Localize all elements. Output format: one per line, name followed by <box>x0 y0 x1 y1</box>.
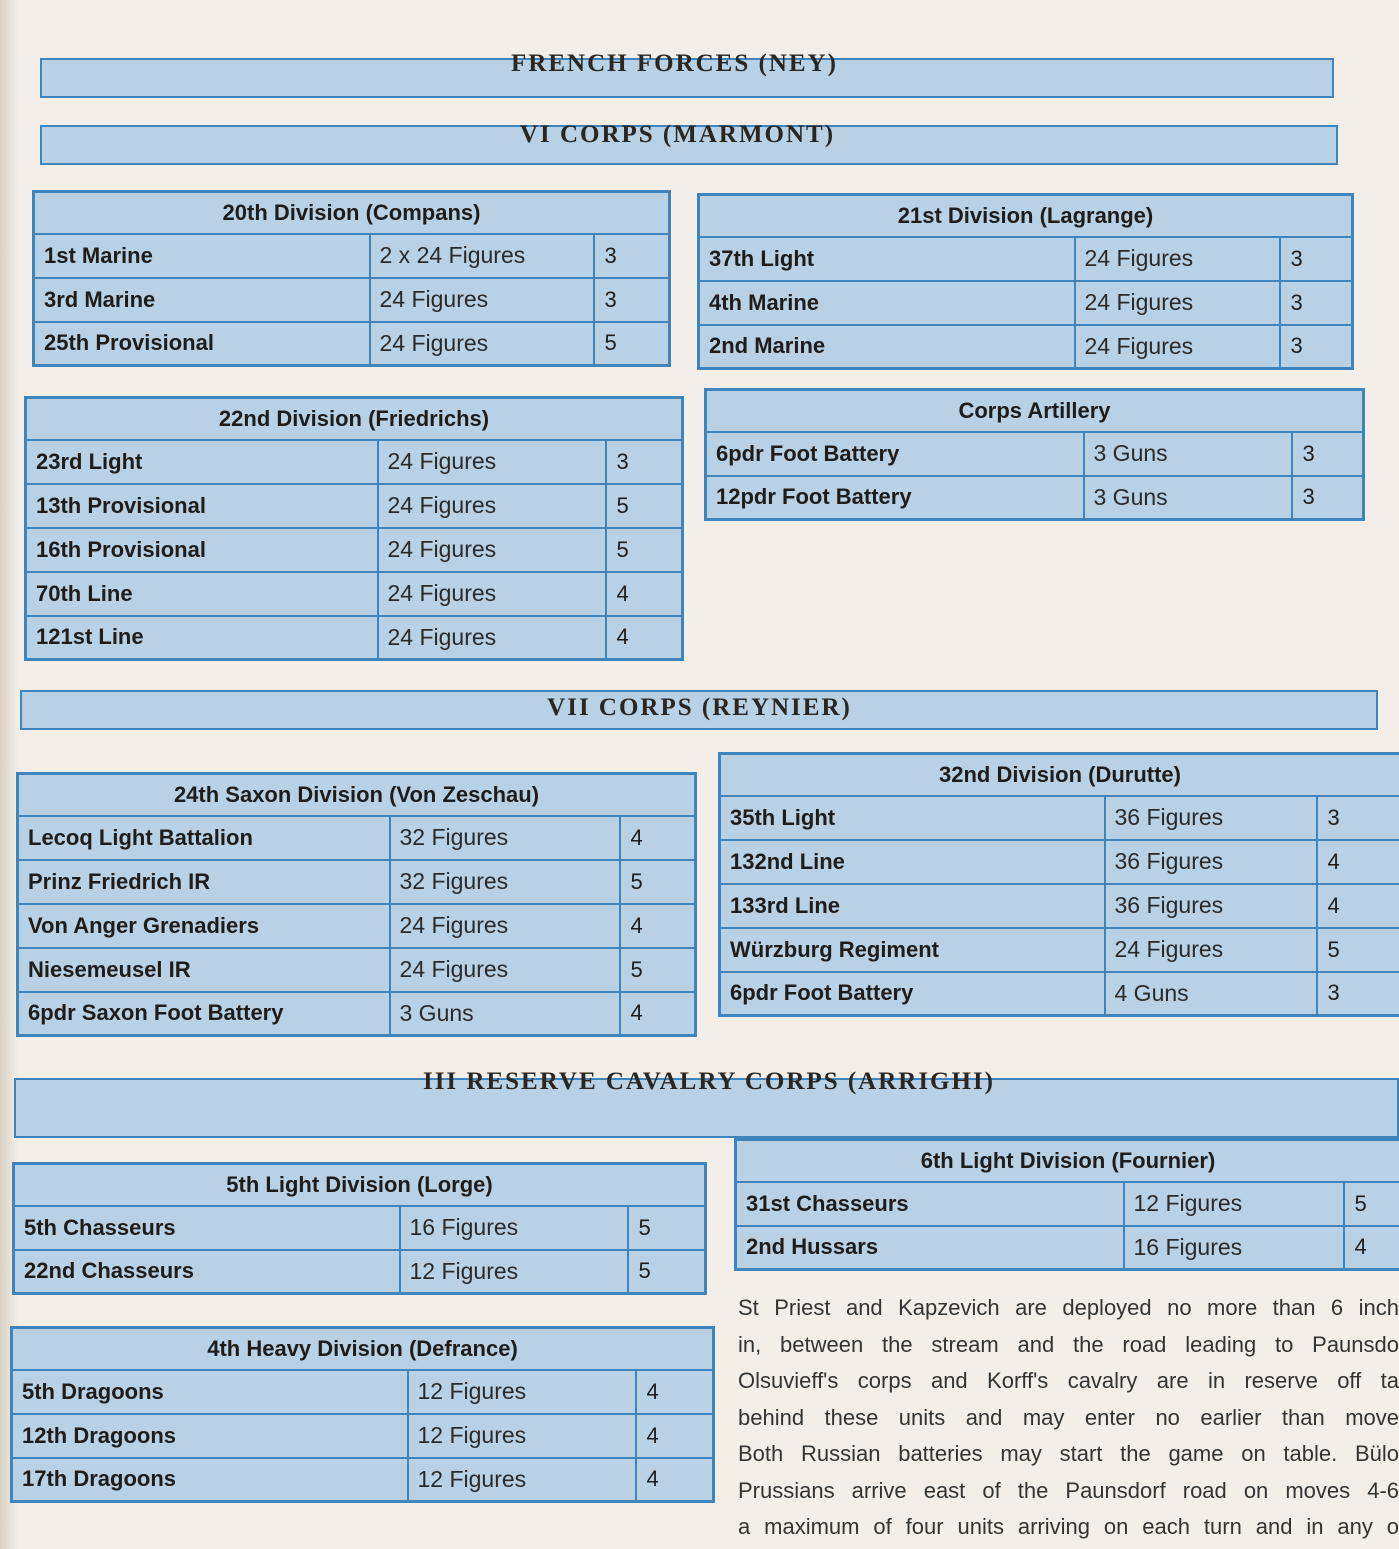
table-row <box>26 440 683 484</box>
table-row <box>34 278 670 322</box>
table-title: 22nd Division (Friedrichs) <box>26 398 683 440</box>
unit-name: 4th Marine <box>699 281 1075 325</box>
unit-size: 24 Figures <box>1075 325 1280 369</box>
note-line: Both Russian batteries may start the game on table. Bülo <box>738 1441 1399 1466</box>
unit-size: 3 Guns <box>1084 476 1292 520</box>
table-row <box>706 432 1364 476</box>
unit-size: 24 Figures <box>390 904 620 948</box>
unit-size: 3 Guns <box>390 992 620 1036</box>
unit-name: 6pdr Saxon Foot Battery <box>18 992 390 1036</box>
unit-value: 3 <box>1317 796 1399 840</box>
table-row <box>736 1226 1399 1270</box>
table-row <box>26 484 683 528</box>
unit-name: Niesemeusel IR <box>18 948 390 992</box>
unit-size: 12 Figures <box>408 1370 636 1414</box>
unit-size: 24 Figures <box>1075 281 1280 325</box>
unit-value: 5 <box>628 1206 706 1250</box>
unit-name: 22nd Chasseurs <box>14 1250 400 1294</box>
unit-name: 25th Provisional <box>34 322 370 366</box>
unit-size: 16 Figures <box>400 1206 628 1250</box>
note-line: Olsuvieff's corps and Korff's cavalry are in reserve off ta <box>738 1368 1399 1393</box>
table-row <box>18 860 696 904</box>
unit-value: 5 <box>606 528 683 572</box>
unit-size: 2 x 24 Figures <box>370 234 594 278</box>
unit-name: 5th Chasseurs <box>14 1206 400 1250</box>
unit-size: 12 Figures <box>1124 1182 1344 1226</box>
unit-size: 12 Figures <box>400 1250 628 1294</box>
unit-name: 1st Marine <box>34 234 370 278</box>
unit-value: 4 <box>606 572 683 616</box>
table-row <box>12 1370 714 1414</box>
unit-size: 24 Figures <box>1075 237 1280 281</box>
unit-size: 24 Figures <box>390 948 620 992</box>
table-row <box>34 322 670 366</box>
unit-name: 133rd Line <box>720 884 1105 928</box>
unit-value: 3 <box>1280 281 1353 325</box>
note-line: Prussians arrive east of the Paunsdorf road on moves 4-6 <box>738 1477 1399 1503</box>
table-row <box>699 281 1353 325</box>
unit-name: 31st Chasseurs <box>736 1182 1124 1226</box>
unit-name: 37th Light <box>699 237 1075 281</box>
unit-value: 4 <box>620 904 696 948</box>
unit-value: 4 <box>620 816 696 860</box>
table-20th-division <box>32 190 671 367</box>
unit-size: 16 Figures <box>1124 1226 1344 1270</box>
table-21st-division <box>697 193 1354 370</box>
unit-name: 2nd Hussars <box>736 1226 1124 1270</box>
iii-cavalry-title: III RESERVE CAVALRY CORPS (ARRIGHI) <box>422 1068 996 1095</box>
table-title: 5th Light Division (Lorge) <box>14 1164 706 1206</box>
table-row <box>706 476 1364 520</box>
table-5th-light-division <box>12 1162 707 1295</box>
unit-name: 121st Line <box>26 616 378 660</box>
unit-value: 4 <box>606 616 683 660</box>
note-line: a maximum of four units arriving on each turn and in any o <box>738 1514 1399 1539</box>
unit-value: 4 <box>1317 884 1399 928</box>
table-row <box>720 884 1399 928</box>
unit-value: 3 <box>1292 476 1364 520</box>
unit-name: Von Anger Grenadiers <box>18 904 390 948</box>
table-title: 6th Light Division (Fournier) <box>736 1140 1399 1182</box>
unit-size: 24 Figures <box>378 528 606 572</box>
unit-size: 24 Figures <box>378 616 606 660</box>
unit-size: 24 Figures <box>378 440 606 484</box>
unit-value: 3 <box>1292 432 1364 476</box>
unit-name: 17th Dragoons <box>12 1458 408 1502</box>
unit-name: 3rd Marine <box>34 278 370 322</box>
unit-value: 5 <box>620 860 696 904</box>
table-24th-saxon-division <box>16 772 697 1037</box>
table-row <box>26 572 683 616</box>
table-row <box>12 1458 714 1502</box>
unit-name: 13th Provisional <box>26 484 378 528</box>
unit-value: 3 <box>1317 972 1399 1016</box>
unit-value: 5 <box>594 322 670 366</box>
deployment-notes <box>738 1290 1399 1546</box>
unit-value: 4 <box>636 1370 714 1414</box>
note-line: St Priest and Kapzevich are deployed no more than 6 inch <box>738 1295 1399 1320</box>
table-title: 4th Heavy Division (Defrance) <box>12 1328 714 1370</box>
unit-name: 2nd Marine <box>699 325 1075 369</box>
unit-value: 4 <box>1344 1226 1399 1270</box>
unit-value: 4 <box>636 1458 714 1502</box>
unit-size: 36 Figures <box>1105 884 1317 928</box>
table-row <box>14 1206 706 1250</box>
unit-value: 5 <box>606 484 683 528</box>
unit-value: 4 <box>636 1414 714 1458</box>
unit-value: 3 <box>1280 237 1353 281</box>
table-row <box>699 325 1353 369</box>
table-6th-light-division <box>734 1138 1399 1271</box>
unit-value: 4 <box>620 992 696 1036</box>
unit-size: 36 Figures <box>1105 840 1317 884</box>
table-row <box>720 972 1399 1016</box>
table-title: 21st Division (Lagrange) <box>699 195 1353 237</box>
unit-size: 3 Guns <box>1084 432 1292 476</box>
unit-name: 12th Dragoons <box>12 1414 408 1458</box>
unit-size: 24 Figures <box>378 484 606 528</box>
unit-size: 24 Figures <box>370 322 594 366</box>
table-row <box>18 904 696 948</box>
unit-size: 24 Figures <box>370 278 594 322</box>
note-line: in, between the stream and the road leading to Paunsdo <box>738 1331 1399 1357</box>
unit-value: 4 <box>1317 840 1399 884</box>
unit-name: 70th Line <box>26 572 378 616</box>
table-row <box>12 1414 714 1458</box>
unit-size: 12 Figures <box>408 1414 636 1458</box>
table-4th-heavy-division <box>10 1326 715 1503</box>
unit-value: 3 <box>1280 325 1353 369</box>
table-title: Corps Artillery <box>706 390 1364 432</box>
unit-name: 6pdr Foot Battery <box>706 432 1084 476</box>
table-title: 20th Division (Compans) <box>34 192 670 234</box>
unit-name: 5th Dragoons <box>12 1370 408 1414</box>
unit-value: 3 <box>594 234 670 278</box>
table-title: 32nd Division (Durutte) <box>720 754 1399 796</box>
unit-name: Lecoq Light Battalion <box>18 816 390 860</box>
table-title: 24th Saxon Division (Von Zeschau) <box>18 774 696 816</box>
unit-size: 4 Guns <box>1105 972 1317 1016</box>
unit-size: 36 Figures <box>1105 796 1317 840</box>
table-row <box>736 1182 1399 1226</box>
table-corps-artillery <box>704 388 1365 521</box>
table-row <box>720 928 1399 972</box>
unit-size: 32 Figures <box>390 860 620 904</box>
table-row <box>26 616 683 660</box>
table-row <box>720 840 1399 884</box>
unit-value: 5 <box>620 948 696 992</box>
table-22nd-division <box>24 396 684 661</box>
vii-corps-title: VII CORPS (REYNIER) <box>547 694 852 721</box>
unit-value: 5 <box>628 1250 706 1294</box>
table-row <box>18 816 696 860</box>
table-row <box>18 992 696 1036</box>
table-row <box>14 1250 706 1294</box>
unit-size: 24 Figures <box>378 572 606 616</box>
unit-value: 3 <box>594 278 670 322</box>
unit-size: 12 Figures <box>408 1458 636 1502</box>
unit-value: 5 <box>1344 1182 1399 1226</box>
french-forces-title: FRENCH FORCES (NEY) <box>511 50 838 77</box>
unit-value: 3 <box>606 440 683 484</box>
table-row <box>34 234 670 278</box>
unit-name: 23rd Light <box>26 440 378 484</box>
table-row <box>18 948 696 992</box>
table-row <box>699 237 1353 281</box>
vi-corps-title: VI CORPS (MARMONT) <box>519 121 836 148</box>
unit-size: 24 Figures <box>1105 928 1317 972</box>
unit-name: Würzburg Regiment <box>720 928 1105 972</box>
unit-name: 132nd Line <box>720 840 1105 884</box>
unit-name: 35th Light <box>720 796 1105 840</box>
unit-size: 32 Figures <box>390 816 620 860</box>
table-row <box>26 528 683 572</box>
unit-name: 12pdr Foot Battery <box>706 476 1084 520</box>
unit-name: 6pdr Foot Battery <box>720 972 1105 1016</box>
unit-name: 16th Provisional <box>26 528 378 572</box>
table-32nd-division <box>718 752 1399 1017</box>
unit-value: 5 <box>1317 928 1399 972</box>
table-row <box>720 796 1399 840</box>
note-line: behind these units and may enter no earlier than move <box>738 1404 1399 1430</box>
unit-name: Prinz Friedrich IR <box>18 860 390 904</box>
